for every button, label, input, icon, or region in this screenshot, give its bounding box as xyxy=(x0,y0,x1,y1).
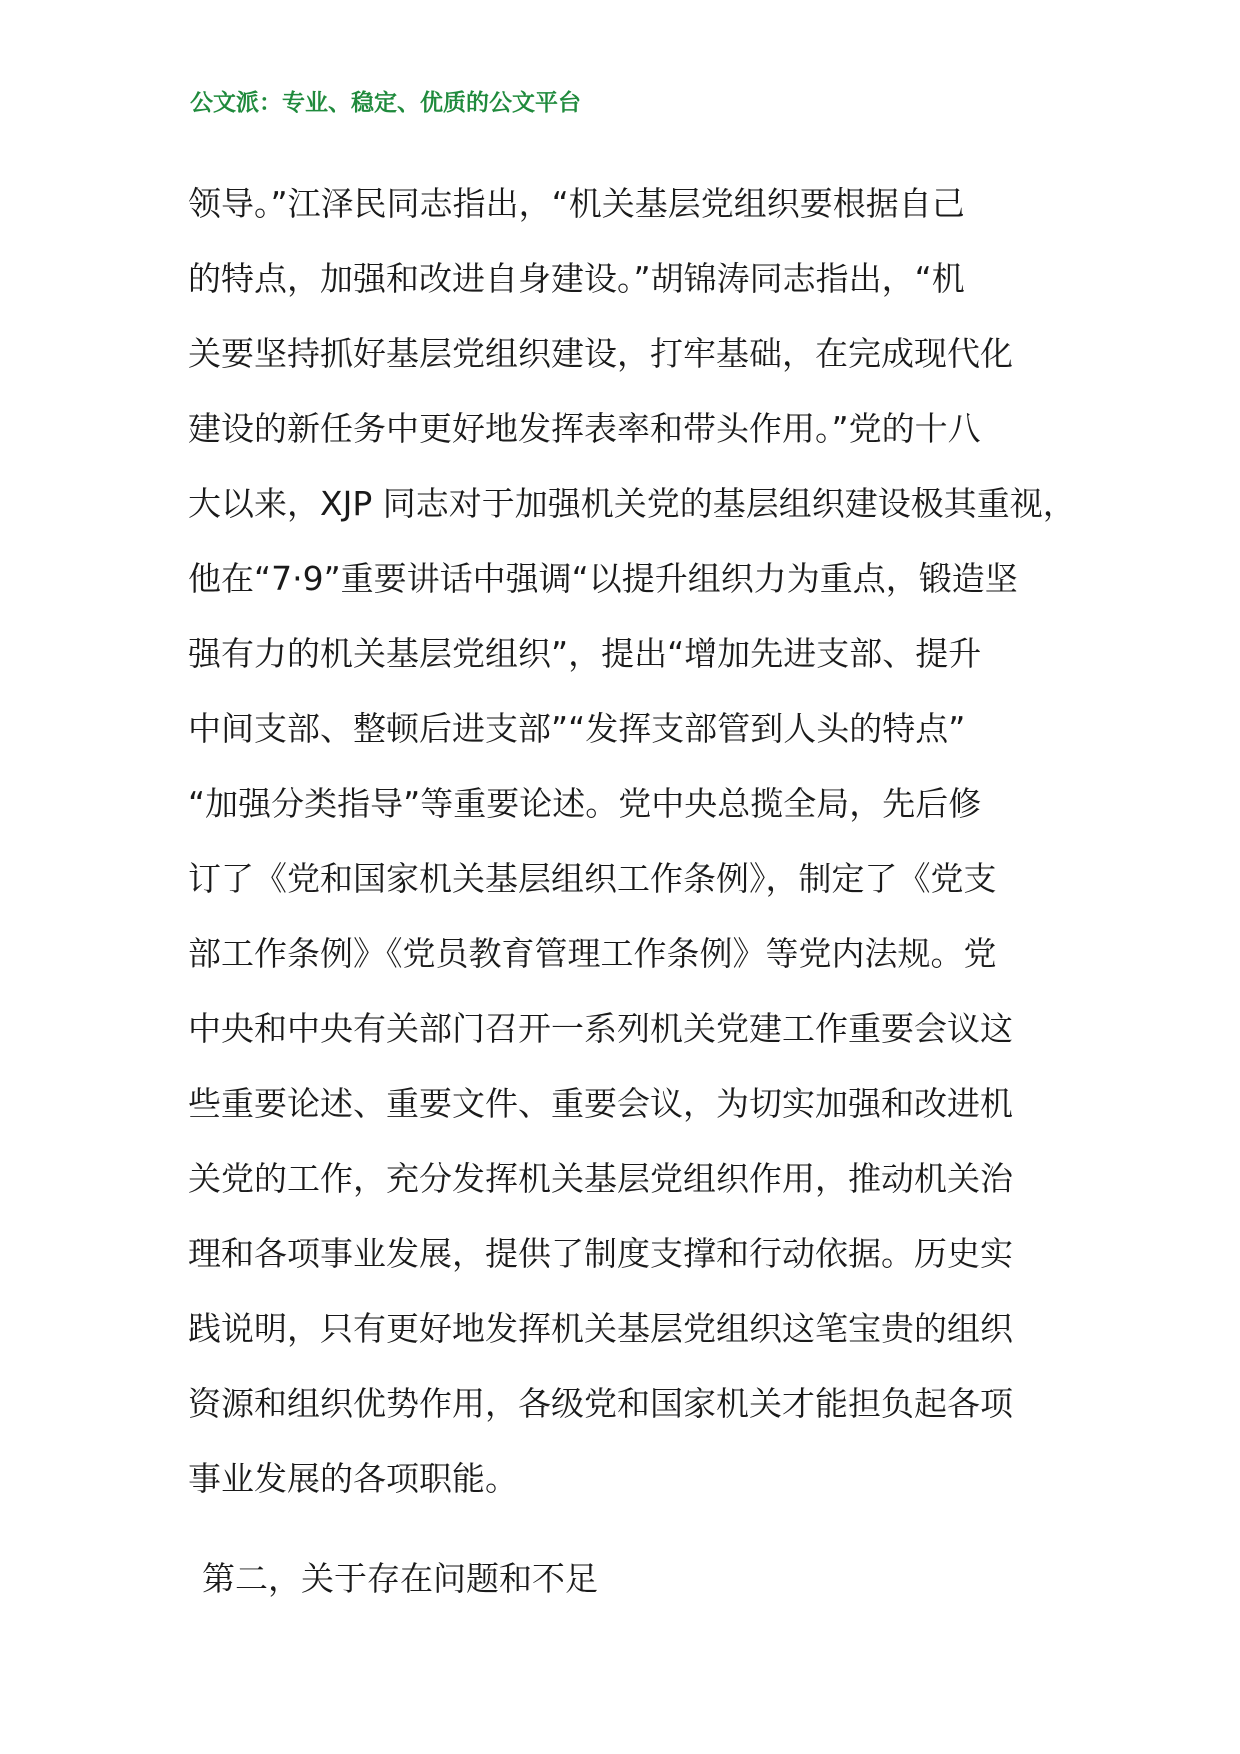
paragraph-line: “加强分类指导”等重要论述。党中央总揽全局，先后修 xyxy=(188,784,982,823)
paragraph-line: 关要坚持抓好基层党组织建设，打牢基础，在完成现代化 xyxy=(188,334,1013,373)
paragraph-line: 中央和中央有关部门召开一系列机关党建工作重要会议这 xyxy=(188,1009,1013,1048)
site-header: 公文派：专业、稳定、优质的公文平台 xyxy=(190,90,581,116)
paragraph-line: 部工作条例》《党员教育管理工作条例》等党内法规。党 xyxy=(188,934,997,973)
paragraph-line: 强有力的机关基层党组织”，提出“增加先进支部、提升 xyxy=(188,634,982,673)
body-paragraph xyxy=(188,166,1088,1516)
paragraph-line: 资源和组织优势作用，各级党和国家机关才能担负起各项 xyxy=(188,1384,1013,1423)
paragraph-line: 他在“7·9”重要讲话中强调“以提升组织力为重点，锻造坚 xyxy=(188,559,1018,598)
section-heading: 第二，关于存在问题和不足 xyxy=(202,1559,598,1598)
paragraph-line: 践说明，只有更好地发挥机关基层党组织这笔宝贵的组织 xyxy=(188,1309,1013,1348)
paragraph-line: 订了《党和国家机关基层组织工作条例》，制定了《党支 xyxy=(188,859,997,898)
paragraph-line: 的特点，加强和改进自身建设。”胡锦涛同志指出，“机 xyxy=(188,259,965,298)
paragraph-line: 些重要论述、重要文件、重要会议，为切实加强和改进机 xyxy=(188,1084,1013,1123)
paragraph-line: 理和各项事业发展，提供了制度支撑和行动依据。历史实 xyxy=(188,1234,1013,1273)
paragraph-line: 领导。”江泽民同志指出，“机关基层党组织要根据自己 xyxy=(188,184,965,223)
paragraph-line: 建设的新任务中更好地发挥表率和带头作用。”党的十八 xyxy=(188,409,981,448)
paragraph-line: 关党的工作，充分发挥机关基层党组织作用，推动机关治 xyxy=(188,1159,1013,1198)
paragraph-line: 中间支部、整顿后进支部”“发挥支部管到人头的特点” xyxy=(188,709,966,748)
paragraph-line: 事业发展的各项职能。 xyxy=(188,1459,518,1498)
paragraph-line: 大以来，XJP 同志对于加强机关党的基层组织建设极其重视， xyxy=(188,484,1076,523)
